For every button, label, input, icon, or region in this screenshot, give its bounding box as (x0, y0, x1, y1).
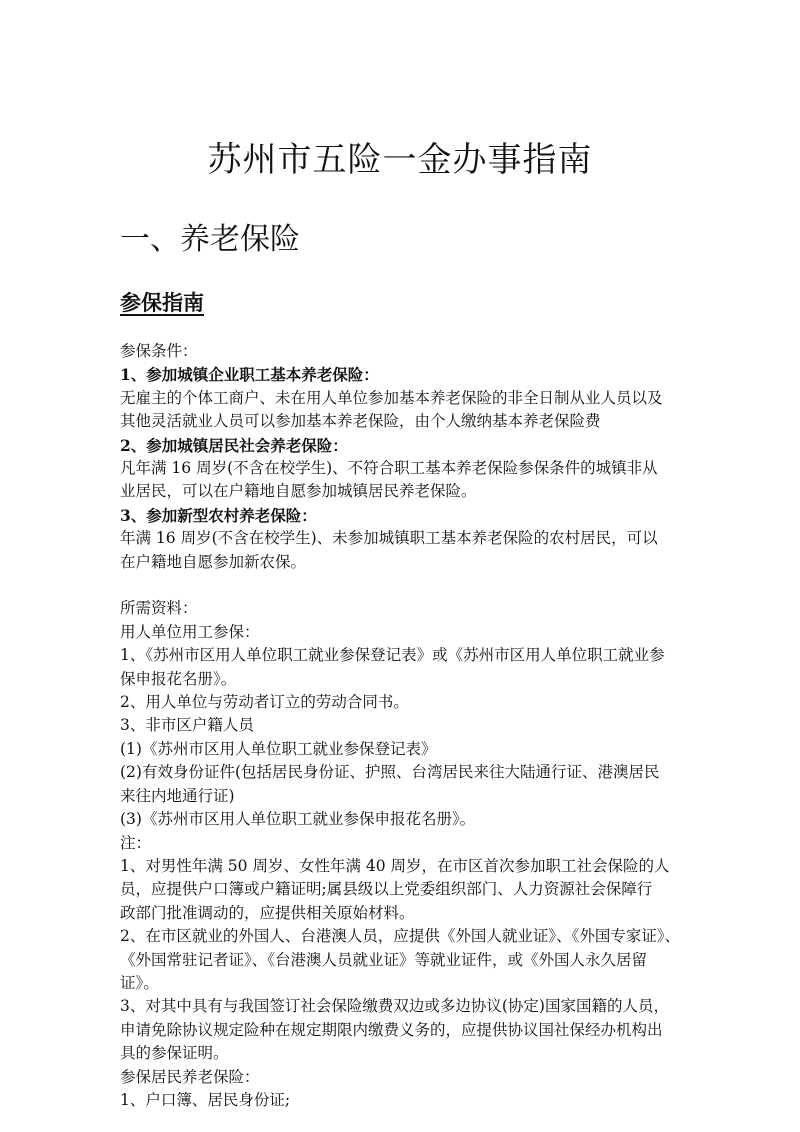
body-line: 注： (120, 833, 152, 852)
body-line: 2、在市区就业的外国人、台港澳人员，应提供《外国人就业证》、《外国专家证》、 (120, 927, 681, 946)
body-line: 用人单位用工参保： (120, 622, 260, 641)
body-line: 2、用人单位与劳动者订立的劳动合同书。 (120, 693, 409, 712)
body-line: 来往内地通行证) (120, 786, 235, 805)
body-line: 3、非市区户籍人员 (120, 716, 254, 735)
body-line: 参保条件： (120, 342, 198, 360)
body-line: 参保居民养老保险： (120, 1067, 260, 1086)
body-line: 所需资料： (120, 599, 198, 618)
body-line: 3、对其中具有与我国签订社会保险缴费双边或多边协议(协定)国家国籍的人员， (120, 997, 669, 1016)
section-heading-pension: 一、养老保险 (120, 222, 300, 257)
body-line: (2)有效身份证件(包括居民身份证、护照、台湾居民来往大陆通行证、港澳居民 (120, 763, 660, 782)
body-line: 凡年满 16 周岁(不含在校学生)、不符合职工基本养老保险参保条件的城镇非从 (120, 459, 658, 478)
body-line: 2、参加城镇居民社会养老保险： (120, 435, 348, 455)
body-line: 《外国常驻记者证》、《台港澳人员就业证》等就业证件，或《外国人永久居留 (120, 950, 648, 969)
body-line: 保申报花名册》。 (120, 669, 237, 688)
body-line: 1、《苏州市区用人单位职工就业参保登记表》或《苏州市区用人单位职工就业参 (120, 646, 665, 665)
body-line: 在户籍地自愿参加新农保。 (120, 552, 307, 571)
body-line: 证》。 (120, 973, 159, 992)
body-line: 年满 16 周岁(不含在校学生)、未参加城镇职工基本养老保险的农村居民，可以 (120, 529, 658, 548)
body-line: 1、参加城镇企业职工基本养老保险： (120, 365, 379, 385)
body-line: 员，应提供户口簿或户籍证明;属县级以上党委组织部门、人力资源社会保障行 (120, 880, 653, 899)
blank-line (120, 574, 690, 597)
body-line: (1)《苏州市区用人单位职工就业参保登记表》 (120, 739, 437, 758)
body-line: 申请免除协议规定险种在规定期限内缴费义务的，应提供协议国社保经办机构出 (120, 1020, 663, 1039)
subsection-heading-guide: 参保指南 (120, 290, 204, 315)
body-line: 无雇主的个体工商户、未在用人单位参加基本养老保险的非全日制从业人员以及 (120, 388, 663, 407)
body-line: 1、户口簿、居民身份证; (120, 1090, 291, 1109)
body-line: 3、参加新型农村养老保险： (120, 505, 317, 525)
body-line: 具的参保证明。 (120, 1044, 229, 1063)
body-line: 政部门批准调动的，应提供相关原始材料。 (120, 903, 415, 922)
document-title: 苏州市五险一金办事指南 (207, 140, 593, 180)
document-body (120, 340, 690, 1112)
body-line: 其他灵活就业人员可以参加基本养老保险，由个人缴纳基本养老保险费 (120, 412, 601, 431)
body-line: 业居民，可以在户籍地自愿参加城镇居民养老保险。 (120, 482, 477, 501)
body-line: 1、对男性年满 50 周岁、女性年满 40 周岁，在市区首次参加职工社会保险的人 (120, 856, 670, 875)
body-line: (3)《苏州市区用人单位职工就业参保申报花名册》。 (120, 810, 476, 829)
